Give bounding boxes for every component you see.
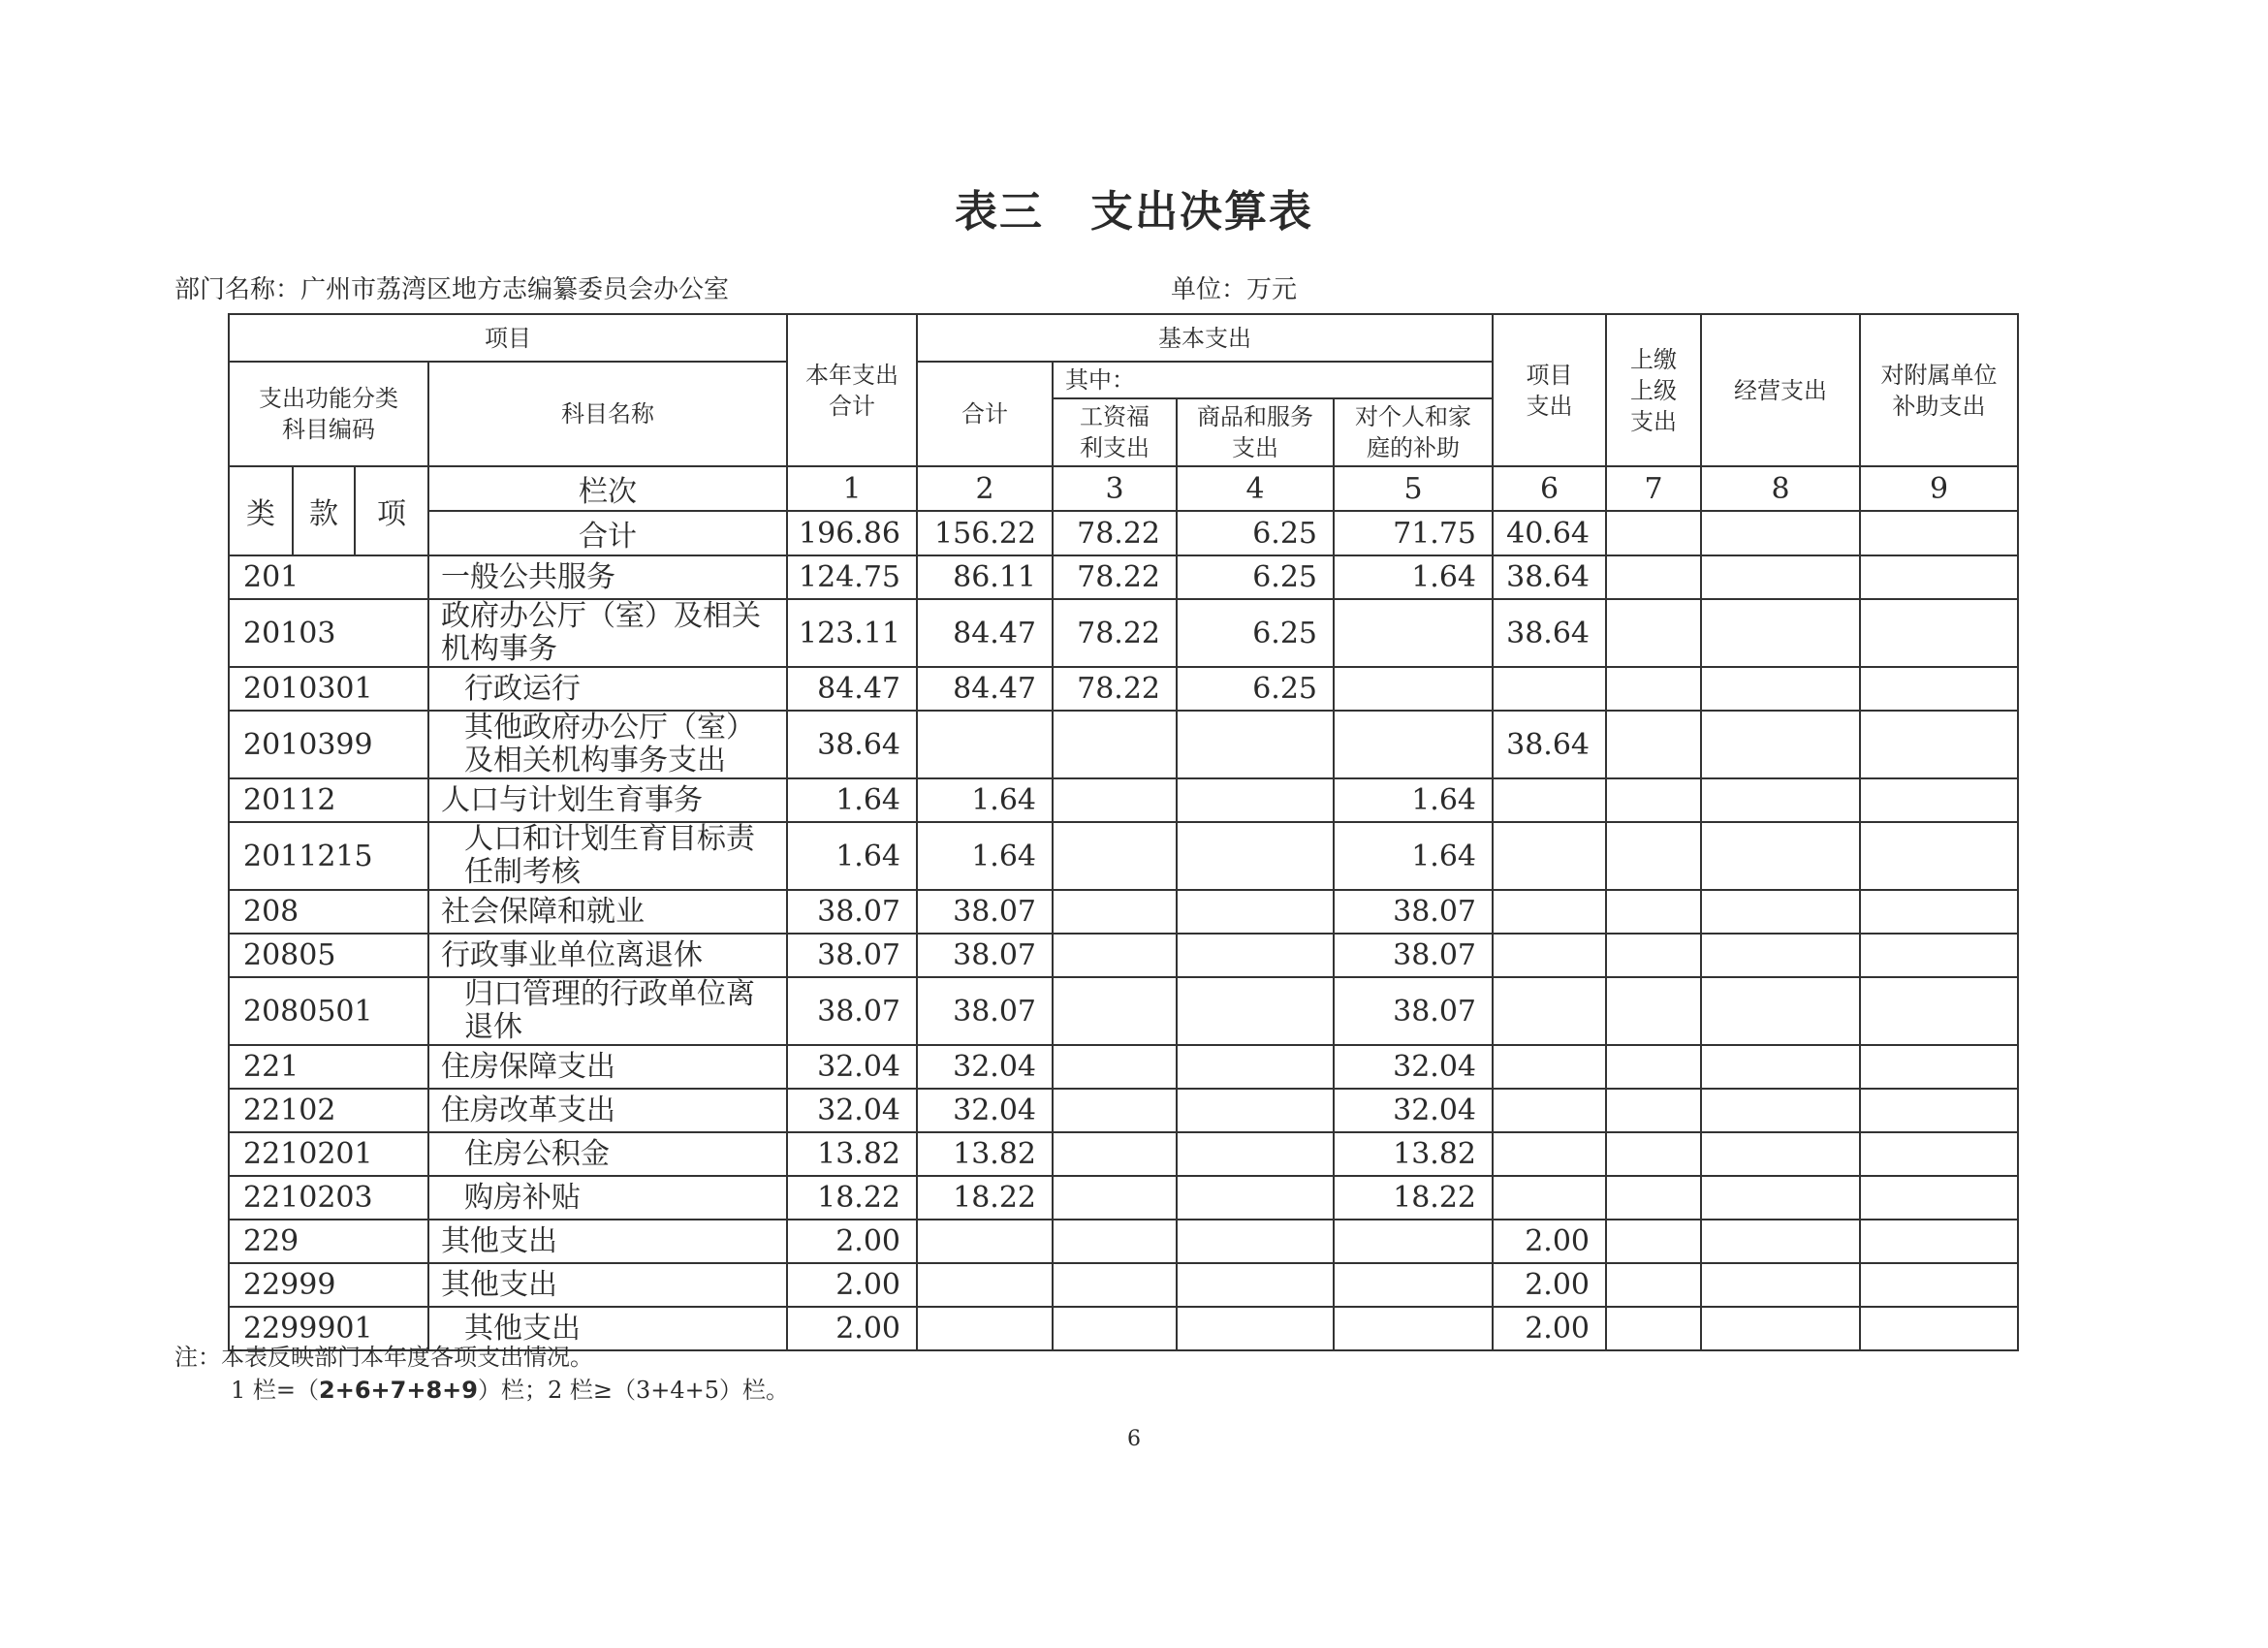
table-row (229, 599, 2018, 667)
total-cell: 78.22 (1053, 511, 1177, 555)
table-row (229, 977, 2018, 1045)
row-value (1177, 1176, 1334, 1220)
table-row (229, 890, 2018, 934)
row-subject-name: 行政运行 (428, 667, 787, 711)
row-value: 6.25 (1177, 667, 1334, 711)
row-value (1860, 711, 2018, 778)
header-upper: 上缴 上级 支出 (1606, 314, 1701, 466)
table-row (229, 778, 2018, 822)
row-value (1701, 599, 1860, 667)
row-value: 13.82 (917, 1132, 1053, 1176)
table-row (229, 1220, 2018, 1263)
row-subject-name: 住房公积金 (428, 1132, 787, 1176)
table-row (229, 1263, 2018, 1307)
row-code: 201 (229, 555, 428, 599)
row-value (1606, 1176, 1701, 1220)
row-value (1606, 890, 1701, 934)
row-value: 13.82 (1334, 1132, 1493, 1176)
header-subsidy: 对附属单位 补助支出 (1860, 314, 2018, 466)
row-value (1493, 1176, 1606, 1220)
row-value: 38.64 (1493, 599, 1606, 667)
page-number: 6 (1127, 1427, 1141, 1451)
row-value: 123.11 (787, 599, 917, 667)
row-value: 124.75 (787, 555, 917, 599)
row-value (1860, 778, 2018, 822)
row-value (1860, 890, 2018, 934)
row-value: 2.00 (787, 1307, 917, 1350)
row-value (1606, 977, 1701, 1045)
row-value (1606, 711, 1701, 778)
row-value (1701, 1220, 1860, 1263)
table-row (229, 1089, 2018, 1132)
column-row-label: 栏次 (428, 466, 787, 511)
row-value (1606, 822, 1701, 890)
column-number-row (229, 466, 2018, 511)
row-value (1053, 711, 1177, 778)
row-value (1701, 977, 1860, 1045)
row-value (1334, 1220, 1493, 1263)
header-business: 经营支出 (1701, 314, 1860, 466)
row-value (1177, 890, 1334, 934)
row-value (1860, 1132, 2018, 1176)
row-value (917, 1263, 1053, 1307)
row-value: 32.04 (787, 1089, 917, 1132)
row-value: 84.47 (917, 667, 1053, 711)
row-subject-name: 其他支出 (428, 1220, 787, 1263)
total-cell (1701, 511, 1860, 555)
row-value (1177, 1089, 1334, 1132)
row-value (1493, 667, 1606, 711)
row-value (1860, 1307, 2018, 1350)
row-value (917, 711, 1053, 778)
table-row (229, 1176, 2018, 1220)
row-value: 78.22 (1053, 555, 1177, 599)
table-row (229, 1045, 2018, 1089)
total-row (229, 511, 2018, 555)
row-value (1606, 1089, 1701, 1132)
column-number: 4 (1177, 466, 1334, 511)
row-value: 6.25 (1177, 599, 1334, 667)
row-value (1334, 1307, 1493, 1350)
row-value (1053, 1176, 1177, 1220)
row-code: 2011215 (229, 822, 428, 890)
row-value (1606, 1263, 1701, 1307)
total-cell (1860, 511, 2018, 555)
total-cell: 196.86 (787, 511, 917, 555)
row-value (1493, 1089, 1606, 1132)
header-lei: 类 (229, 466, 293, 555)
header-wage: 工资福 利支出 (1053, 398, 1177, 466)
row-value: 84.47 (917, 599, 1053, 667)
total-cell: 40.64 (1493, 511, 1606, 555)
row-value (917, 1307, 1053, 1350)
row-value (1860, 599, 2018, 667)
row-value: 32.04 (787, 1045, 917, 1089)
row-subject-name: 一般公共服务 (428, 555, 787, 599)
row-code: 221 (229, 1045, 428, 1089)
column-number: 8 (1701, 466, 1860, 511)
table-row (229, 934, 2018, 977)
column-number: 3 (1053, 466, 1177, 511)
row-subject-name: 行政事业单位离退休 (428, 934, 787, 977)
row-value (1701, 1263, 1860, 1307)
table-row (229, 1132, 2018, 1176)
row-value (1701, 667, 1860, 711)
row-value (1860, 1220, 2018, 1263)
row-value: 2.00 (787, 1220, 917, 1263)
row-value (1334, 1263, 1493, 1307)
row-value (1701, 555, 1860, 599)
row-value (1334, 667, 1493, 711)
header-total: 本年支出 合计 (787, 314, 917, 466)
row-value: 2.00 (787, 1263, 917, 1307)
row-value (1177, 1045, 1334, 1089)
row-value (1334, 711, 1493, 778)
row-value (1493, 934, 1606, 977)
row-value (1053, 1045, 1177, 1089)
row-value (1053, 1089, 1177, 1132)
row-value: 1.64 (1334, 555, 1493, 599)
row-value (1860, 977, 2018, 1045)
row-value (1701, 822, 1860, 890)
row-code: 2010301 (229, 667, 428, 711)
row-value (1493, 778, 1606, 822)
row-value (1053, 778, 1177, 822)
row-value (1493, 977, 1606, 1045)
row-value (1701, 1132, 1860, 1176)
header-xiang: 项 (355, 466, 428, 555)
row-value: 38.64 (1493, 711, 1606, 778)
row-value (1177, 1263, 1334, 1307)
column-number: 7 (1606, 466, 1701, 511)
total-cell: 156.22 (917, 511, 1053, 555)
row-value (1053, 934, 1177, 977)
column-number: 2 (917, 466, 1053, 511)
row-value: 32.04 (917, 1089, 1053, 1132)
row-value (1177, 711, 1334, 778)
row-code: 2080501 (229, 977, 428, 1045)
row-value: 38.64 (787, 711, 917, 778)
row-code: 229 (229, 1220, 428, 1263)
row-value (1177, 934, 1334, 977)
table-row (229, 711, 2018, 778)
row-value: 1.64 (1334, 822, 1493, 890)
row-value (1606, 667, 1701, 711)
row-subject-name: 归口管理的行政单位离退休 (428, 977, 787, 1045)
row-value (1606, 778, 1701, 822)
row-value (1860, 822, 2018, 890)
department-name: 部门名称：广州市荔湾区地方志编纂委员会办公室 (174, 275, 730, 304)
expenditure-table (228, 313, 2019, 1351)
row-value: 2.00 (1493, 1220, 1606, 1263)
row-value (1701, 890, 1860, 934)
row-value (1606, 1220, 1701, 1263)
row-value (1701, 1045, 1860, 1089)
row-subject-name: 社会保障和就业 (428, 890, 787, 934)
row-value (1493, 890, 1606, 934)
title-right: 支出决算表 (1090, 187, 1313, 237)
row-value: 38.07 (787, 977, 917, 1045)
row-value (1701, 778, 1860, 822)
row-value (1860, 667, 2018, 711)
row-code: 20103 (229, 599, 428, 667)
row-value (1053, 1307, 1177, 1350)
row-value: 1.64 (917, 778, 1053, 822)
header-basic-total: 合计 (917, 362, 1053, 466)
unit-label: 单位：万元 (1171, 275, 1298, 304)
row-value: 18.22 (787, 1176, 917, 1220)
total-cell: 6.25 (1177, 511, 1334, 555)
row-code: 2010399 (229, 711, 428, 778)
row-value: 2.00 (1493, 1307, 1606, 1350)
header-func-code: 支出功能分类 科目编码 (229, 362, 428, 466)
row-value: 1.64 (787, 778, 917, 822)
row-value: 13.82 (787, 1132, 917, 1176)
row-subject-name: 其他支出 (428, 1307, 787, 1350)
row-value (917, 1220, 1053, 1263)
row-value: 18.22 (1334, 1176, 1493, 1220)
total-cell: 71.75 (1334, 511, 1493, 555)
row-value (1493, 1045, 1606, 1089)
row-value (1606, 1045, 1701, 1089)
header-basic: 基本支出 (917, 314, 1493, 362)
row-value: 1.64 (787, 822, 917, 890)
row-value (1860, 1263, 2018, 1307)
row-value: 38.07 (1334, 890, 1493, 934)
table-row (229, 667, 2018, 711)
data-rows (229, 555, 2018, 1350)
total-cell (1606, 511, 1701, 555)
row-code: 208 (229, 890, 428, 934)
row-value (1053, 822, 1177, 890)
row-value (1860, 1176, 2018, 1220)
header-subject-name: 科目名称 (428, 362, 787, 466)
header-personal: 对个人和家 庭的补助 (1334, 398, 1493, 466)
row-value: 32.04 (1334, 1045, 1493, 1089)
row-value: 78.22 (1053, 599, 1177, 667)
row-subject-name: 人口和计划生育目标责任制考核 (428, 822, 787, 890)
row-value (1177, 977, 1334, 1045)
row-value (1860, 1089, 2018, 1132)
row-value: 84.47 (787, 667, 917, 711)
row-subject-name: 其他政府办公厅（室）及相关机构事务支出 (428, 711, 787, 778)
row-value (1177, 1307, 1334, 1350)
row-value (1606, 1132, 1701, 1176)
row-value: 18.22 (917, 1176, 1053, 1220)
column-number: 9 (1860, 466, 2018, 511)
row-value (1701, 1307, 1860, 1350)
total-label: 合计 (428, 511, 787, 555)
row-value (1493, 1132, 1606, 1176)
header-project: 项目 (229, 314, 787, 362)
row-value: 1.64 (917, 822, 1053, 890)
row-code: 20112 (229, 778, 428, 822)
row-value (1334, 599, 1493, 667)
row-subject-name: 购房补贴 (428, 1176, 787, 1220)
row-value: 38.07 (1334, 977, 1493, 1045)
row-value: 38.07 (787, 890, 917, 934)
row-value (1606, 599, 1701, 667)
row-value: 38.07 (787, 934, 917, 977)
row-value (1177, 1220, 1334, 1263)
row-value (1053, 1263, 1177, 1307)
row-value: 78.22 (1053, 667, 1177, 711)
row-value: 38.07 (917, 934, 1053, 977)
row-value (1606, 1307, 1701, 1350)
row-code: 2210201 (229, 1132, 428, 1176)
row-value (1701, 1176, 1860, 1220)
header-goods: 商品和服务 支出 (1177, 398, 1334, 466)
note-line-2: 1 栏=（2+6+7+8+9）栏；2 栏≥（3+4+5）栏。 (231, 1377, 789, 1404)
row-value: 38.07 (917, 890, 1053, 934)
row-value (1606, 934, 1701, 977)
header-project-exp: 项目 支出 (1493, 314, 1606, 466)
row-value: 38.07 (917, 977, 1053, 1045)
column-number: 6 (1493, 466, 1606, 511)
table-row (229, 555, 2018, 599)
row-code: 2210203 (229, 1176, 428, 1220)
header-kuan: 款 (293, 466, 355, 555)
row-value (1701, 934, 1860, 977)
row-value (1053, 1132, 1177, 1176)
row-value: 86.11 (917, 555, 1053, 599)
title-left: 表三 (955, 187, 1044, 237)
row-value (1053, 977, 1177, 1045)
row-value (1053, 890, 1177, 934)
page-title (0, 176, 2268, 238)
row-value: 38.64 (1493, 555, 1606, 599)
row-code: 2299901 (229, 1307, 428, 1350)
row-value (1606, 555, 1701, 599)
row-subject-name: 政府办公厅（室）及相关机构事务 (428, 599, 787, 667)
row-value (1860, 934, 2018, 977)
row-subject-name: 其他支出 (428, 1263, 787, 1307)
row-value: 1.64 (1334, 778, 1493, 822)
row-code: 22999 (229, 1263, 428, 1307)
row-value (1177, 822, 1334, 890)
column-number: 5 (1334, 466, 1493, 511)
column-number: 1 (787, 466, 917, 511)
row-value (1701, 1089, 1860, 1132)
row-subject-name: 住房保障支出 (428, 1045, 787, 1089)
row-value: 32.04 (917, 1045, 1053, 1089)
row-value (1860, 1045, 2018, 1089)
row-value (1053, 1220, 1177, 1263)
row-value (1177, 778, 1334, 822)
row-value (1177, 1132, 1334, 1176)
note-line-1: 注：本表反映部门本年度各项支出情况。 (174, 1344, 593, 1371)
row-value: 38.07 (1334, 934, 1493, 977)
table-row (229, 822, 2018, 890)
row-subject-name: 人口与计划生育事务 (428, 778, 787, 822)
row-value (1493, 822, 1606, 890)
row-code: 20805 (229, 934, 428, 977)
row-value: 32.04 (1334, 1089, 1493, 1132)
header-of-which: 其中： (1053, 362, 1493, 398)
row-value: 6.25 (1177, 555, 1334, 599)
row-value (1701, 711, 1860, 778)
row-subject-name: 住房改革支出 (428, 1089, 787, 1132)
row-value (1860, 555, 2018, 599)
row-value: 2.00 (1493, 1263, 1606, 1307)
row-code: 22102 (229, 1089, 428, 1132)
